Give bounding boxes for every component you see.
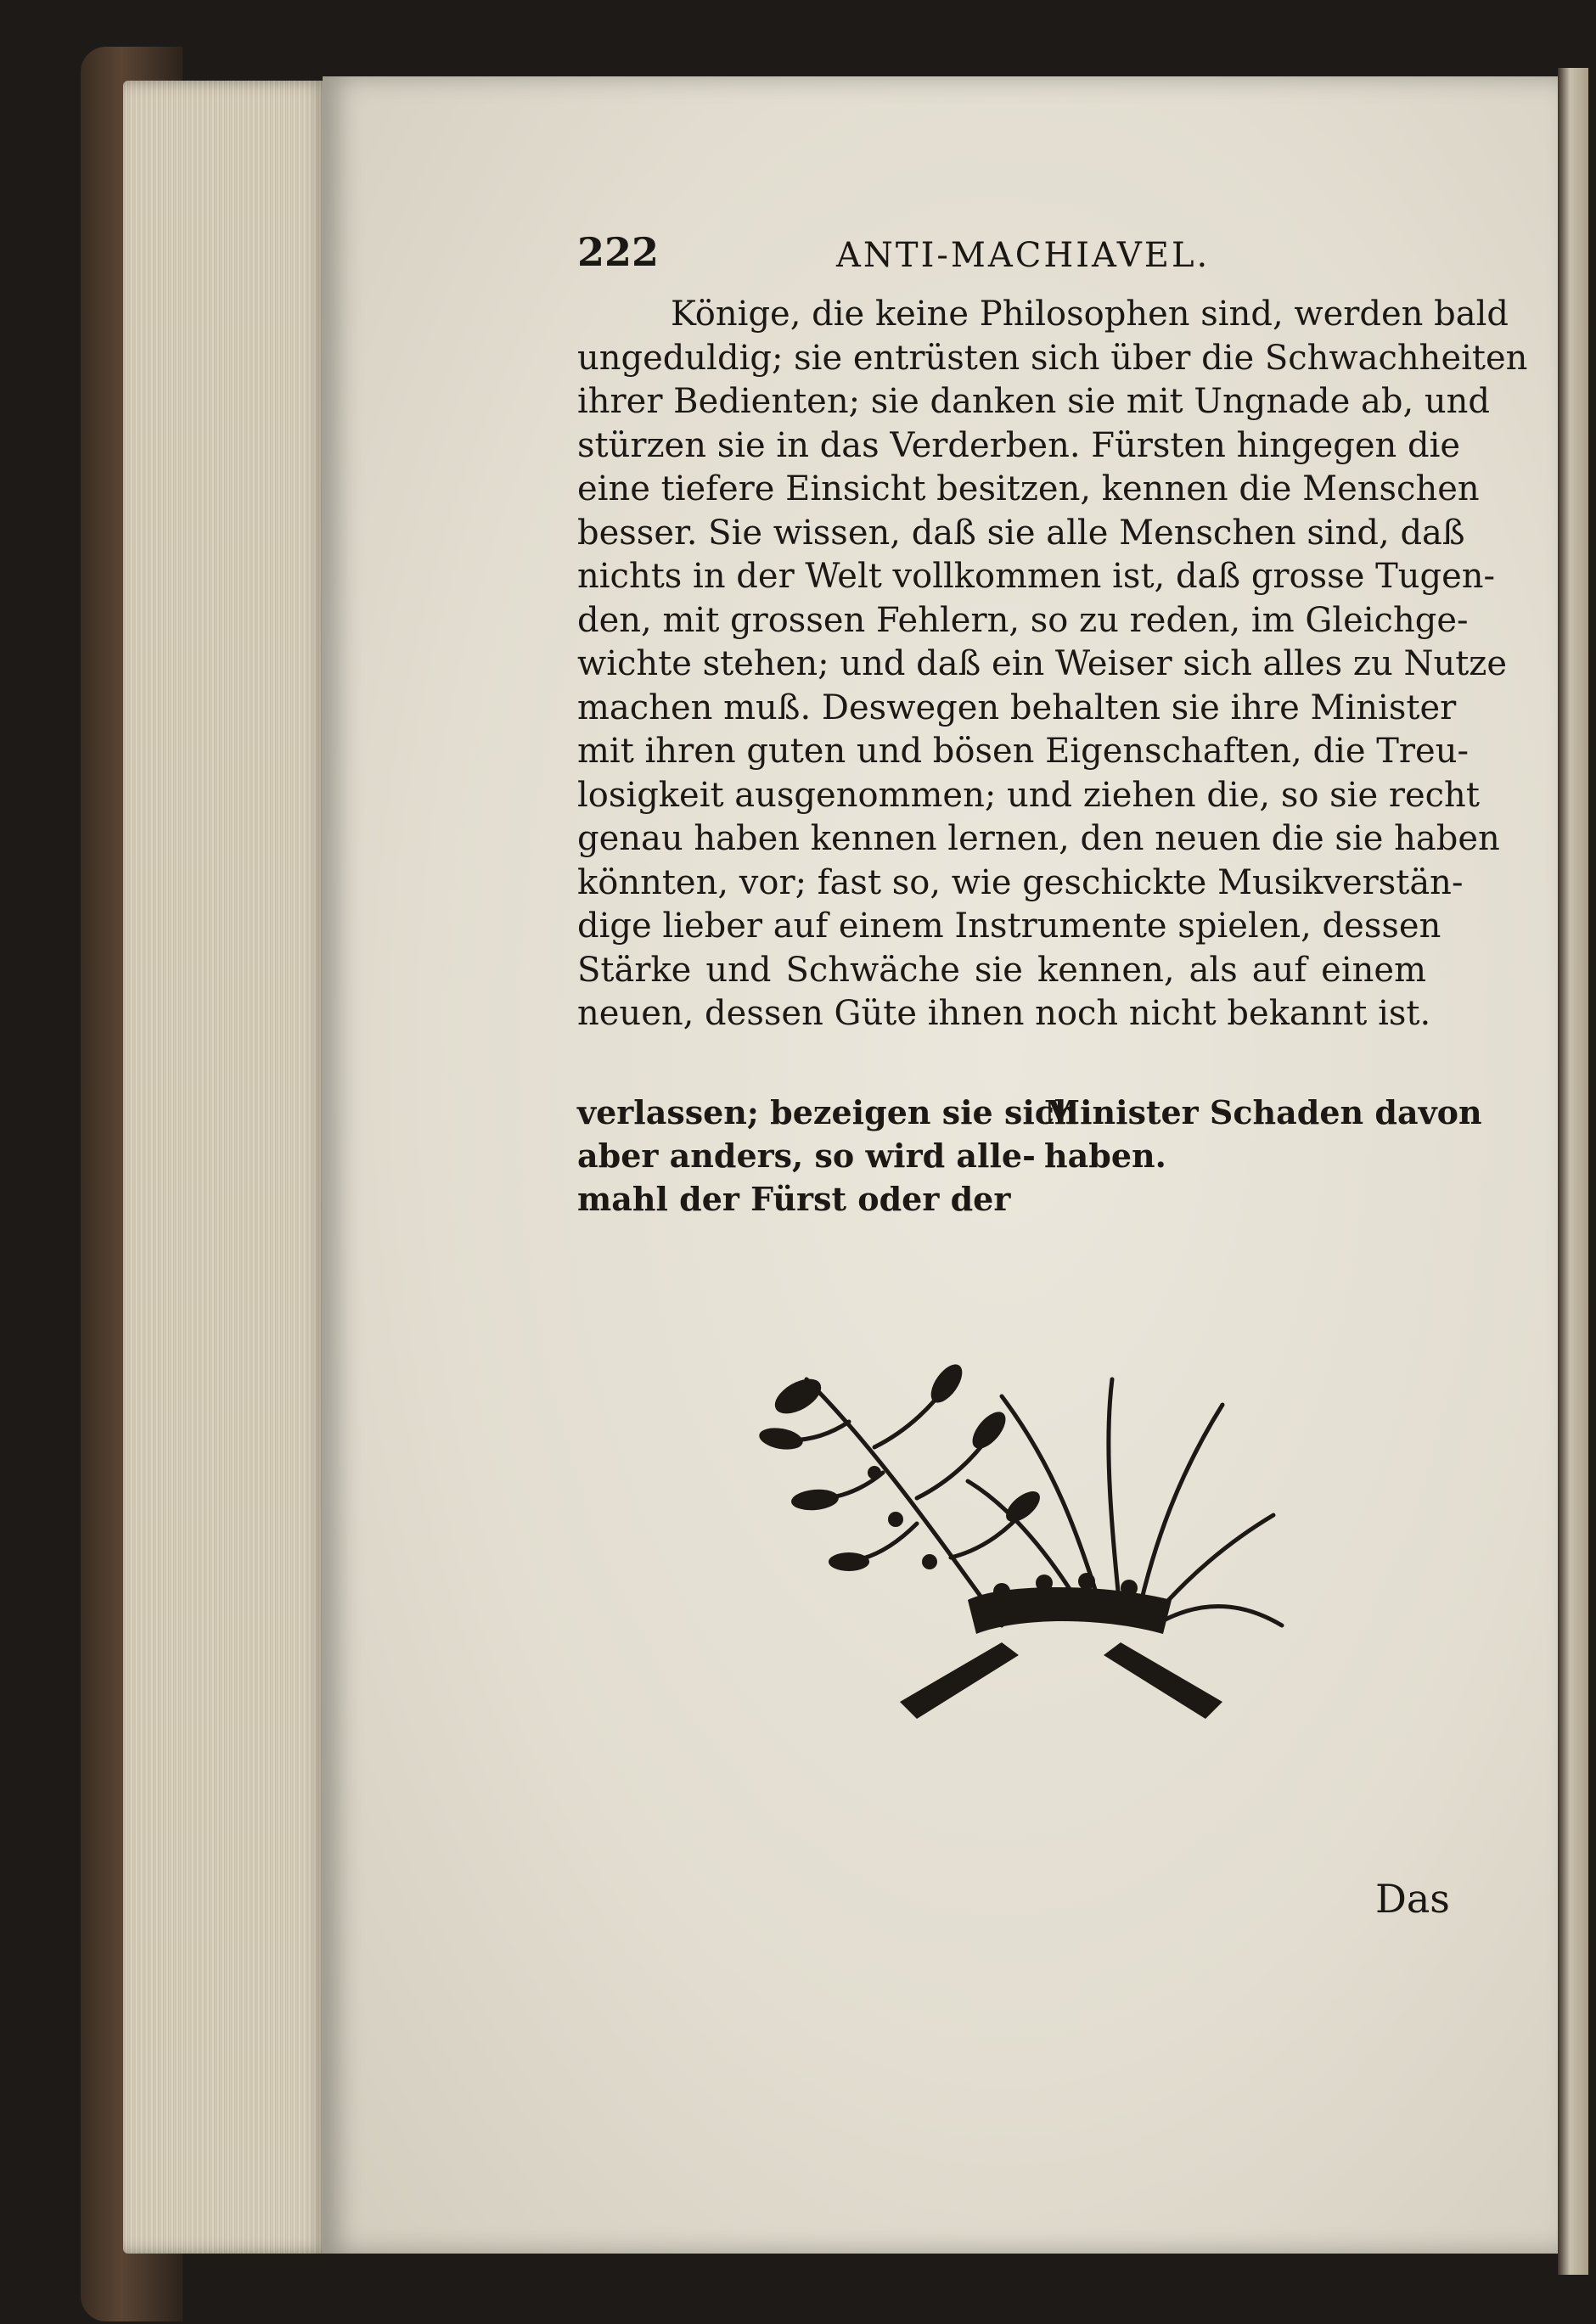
text-line: Könige, die keine Philosophen sind, werden bald	[671, 295, 1509, 334]
footnote-right-column	[1044, 1091, 1482, 1177]
text-line: mit ihren guten und bösen Eigenschaften, die Treu-	[577, 732, 1469, 771]
text-line: nichts in der Welt vollkommen ist, daß grosse Tugen-	[577, 557, 1496, 596]
text-line: Stärke und Schwäche sie kennen, als auf einem	[577, 950, 1426, 990]
page-number: 222	[577, 229, 660, 275]
footnote-line: aber anders, so wird alle-	[577, 1137, 1036, 1175]
catchword: Das	[1375, 1876, 1450, 1922]
running-title: ANTI-MACHIAVEL.	[836, 236, 1211, 275]
footnote-line: Minister Schaden davon	[1044, 1093, 1482, 1131]
page-block-edges	[123, 81, 327, 2254]
footnote-line: haben.	[1044, 1137, 1166, 1175]
footnote-line: mahl der Fürst oder der	[577, 1180, 1011, 1218]
text-line: besser. Sie wissen, daß sie alle Menschen sind, daß	[577, 513, 1465, 553]
facing-page-edge	[1558, 68, 1588, 2275]
text-line: genau haben kennen lernen, den neuen die sie haben	[577, 819, 1500, 858]
text-line: ihrer Bedienten; sie danken sie mit Ungnade ab, und	[577, 382, 1490, 421]
text-line: ungeduldig; sie entrüsten sich über die Schwachheiten	[577, 338, 1528, 378]
text-line: machen muß. Deswegen behalten sie ihre Minister	[577, 688, 1457, 727]
text-line: dige lieber auf einem Instrumente spielen, dessen	[577, 907, 1441, 946]
text-line: stürzen sie in das Verderben. Fürsten hingegen die	[577, 425, 1461, 465]
text-line: losigkeit ausgenommen; und ziehen die, so sie recht	[577, 775, 1480, 815]
text-line: könnten, vor; fast so, wie geschickte Musikverstän-	[577, 862, 1464, 902]
footnote-line: verlassen; bezeigen sie sich	[577, 1093, 1078, 1131]
text-line: neuen, dessen Güte ihnen noch nicht bekannt ist.	[577, 994, 1431, 1033]
footnote-left-column	[577, 1091, 1078, 1221]
main-text	[577, 293, 1528, 1036]
text-line: den, mit grossen Fehlern, so zu reden, im Gleichge-	[577, 600, 1469, 640]
text-line: eine tiefere Einsicht besitzen, kennen die Menschen	[577, 469, 1480, 508]
text-line: wichte stehen; und daß ein Weiser sich alles zu Nutze	[577, 644, 1508, 683]
woodcut-ornament-icon	[747, 1345, 1290, 1727]
